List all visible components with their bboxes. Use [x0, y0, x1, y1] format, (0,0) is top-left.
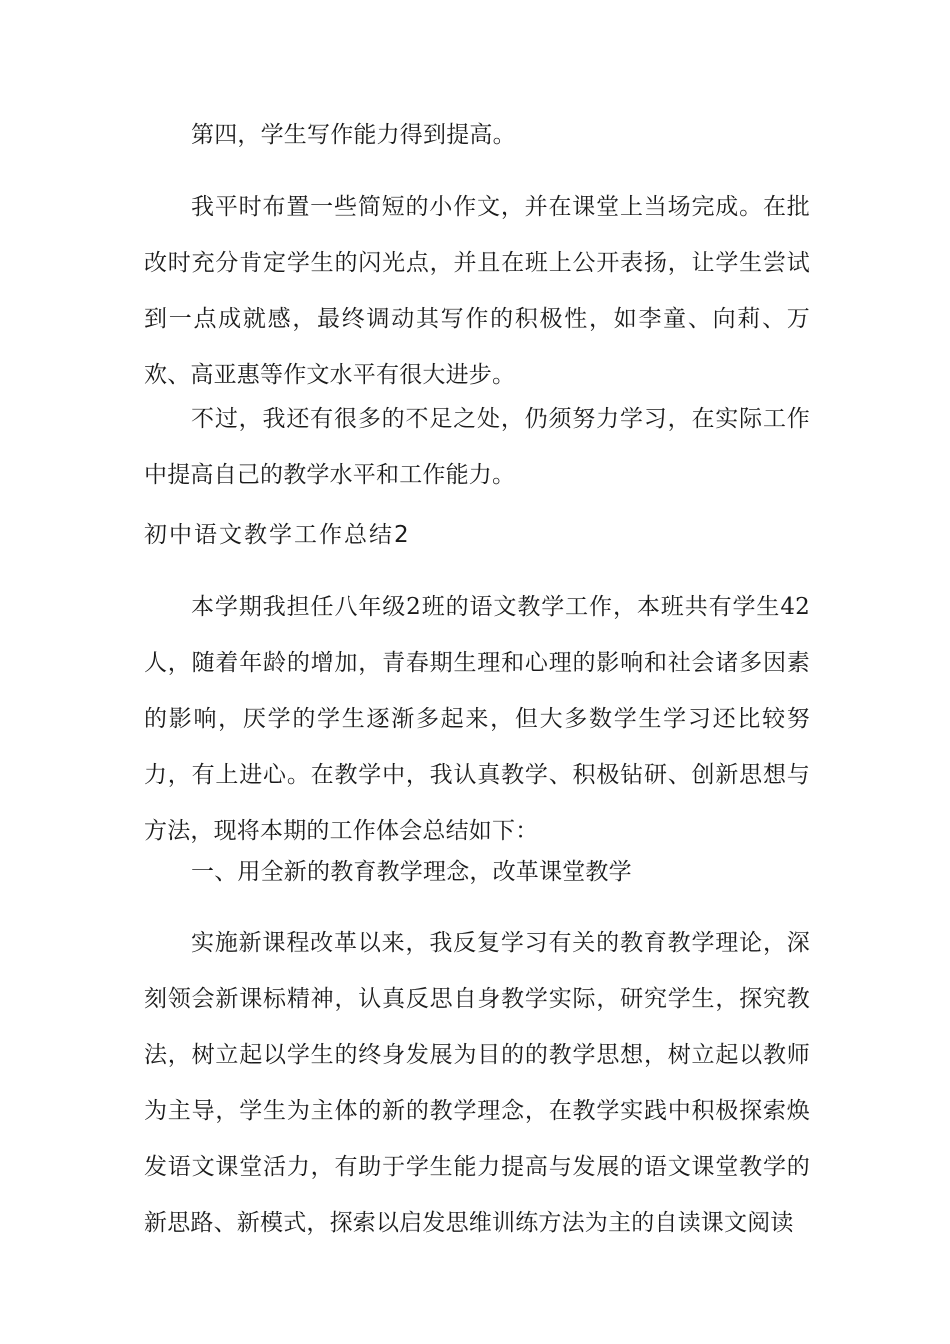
paragraph-shortcomings: 不过，我还有很多的不足之处，仍须努力学习，在实际工作中提高自己的教学水平和工作能力。: [144, 406, 810, 488]
paragraph-writing-ability: 第四，学生写作能力得到提高。: [191, 122, 516, 148]
section-title: 初中语文教学工作总结2: [144, 522, 411, 548]
paragraph-subheading-reform: 一、用全新的教育教学理念，改革课堂教学: [191, 859, 632, 885]
paragraph-short-essays: 我平时布置一些简短的小作文，并在课堂上当场完成。在批改时充分肯定学生的闪光点，并且在班上公开表扬，让学生尝试到一点成就感，最终调动其写作的积极性，如李童、向莉、万欢、高亚惠等作文水平有很大进步。: [144, 194, 810, 388]
paragraph-class-overview: 本学期我担任八年级2班的语文教学工作，本班共有学生42人，随着年龄的增加，青春期生理和心理的影响和社会诸多因素的影响，厌学的学生逐渐多起来，但大多数学生学习还比较努力，有上进心。在教学中，我认真教学、积极钻研、创新思想与方法，现将本期的工作体会总结如下：: [144, 594, 810, 844]
paragraph-new-curriculum: 实施新课程改革以来，我反复学习有关的教育教学理论，深刻领会新课标精神，认真反思自身教学实际，研究学生，探究教法，树立起以学生的终身发展为目的的教学思想，树立起以教师为主导，学生为主体的新的教学理念，在教学实践中积极探索焕发语文课堂活力，有助于学生能力提高与发展的语文课堂教学的新思路、新模式，探索以启发思维训练方法为主的自读课文阅读: [144, 930, 810, 1236]
